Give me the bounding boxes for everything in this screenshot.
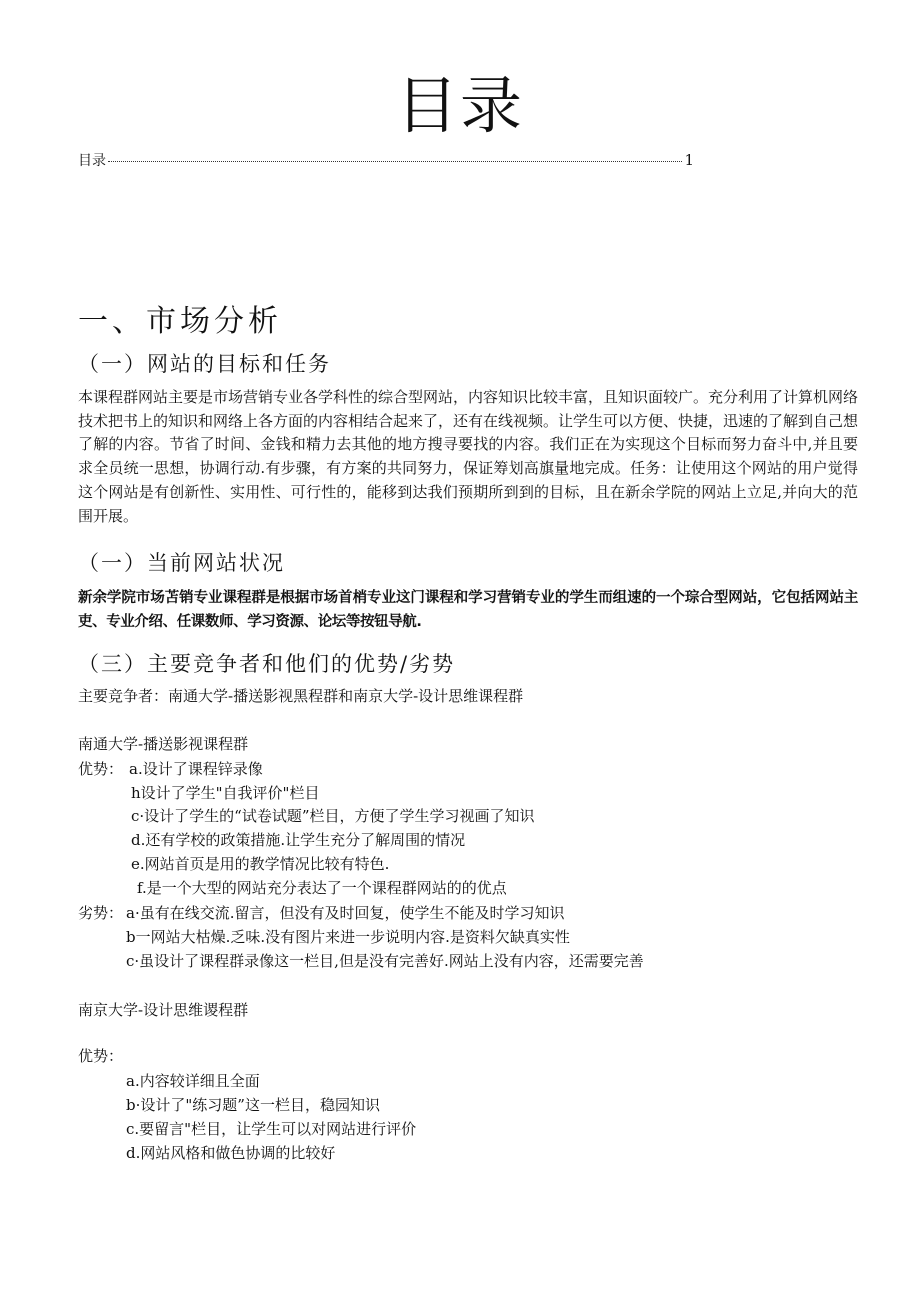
list-item: f.是一个大型的网站充分表达了一个课程群网站的的优点 <box>137 879 507 897</box>
advantages-label: 优势： <box>78 1047 124 1065</box>
competitor-name-nanjing: 南京大学-设计思维谡程群 <box>78 1001 249 1019</box>
toc-page-number: 1 <box>684 151 694 169</box>
list-item: d.还有学校的政策措施.让学生充分了解周围的情况 <box>131 831 466 849</box>
advantages-label: 优势： <box>78 760 124 778</box>
list-item: b·设计了"练习题”这一栏目，稳园知识 <box>126 1096 380 1114</box>
toc-leader-dots <box>108 161 682 162</box>
section-heading-market-analysis: 一、市场分析 <box>78 304 282 339</box>
list-item: e.网站首页是用的教学情况比较有特色. <box>131 855 390 873</box>
list-item: a·虽有在线交流.留言，但没有及时回复，使学生不能及时学习知识 <box>126 904 565 922</box>
subheading-goals-tasks: （一）网站的目标和任务 <box>78 352 331 376</box>
list-item: a.设计了课程锌录像 <box>129 760 263 778</box>
list-item: a.内容较详细且全面 <box>126 1072 260 1090</box>
list-item: c.要留言"栏目，让学生可以对网站进行评价 <box>126 1120 417 1138</box>
paragraph-goals-tasks: 本课程群网站主要是市场营销专业各学科性的综合型网站，内容知识比较丰富，且知识面较广。充分利用了计算机网络技术把书上的知识和网络上各方面的内容相结合起来了，还有在线视频。让学生可以方便、快捷，迅速的了解到自己想了解的内容。节省了时间、金钱和精力去其他的地方搜寻要找的内容。我们正在为实现这个目标而努力奋斗中,并且要求全员统一思想，协调行动.有步骤，有方案的共同努力，保证筹划高旗量地完成。任务：让使用这个网站的用户觉得这个网站是有创新性、实用性、可行性的，能移到达我们预期所到到的目标，且在新余学院的网站上立足,并向大的范围开展。 <box>78 388 859 525</box>
document-title: 目录 <box>395 69 524 142</box>
list-item: h设计了学生"自我评价"栏目 <box>131 784 320 802</box>
toc-entry-label: 目录 <box>78 153 106 169</box>
list-item: c·设计了学生的“试卷试题”栏目，方便了学生学习视画了知识 <box>131 807 535 825</box>
paragraph-current-status: 新余学院市场苫销专业课程群是根据市场首梢专业这门课程和学习营销专业的学生而组速的一个琮合型网站，它包括网站主吏、专业介绍、任课数师、学习资源、论坛等按钮导航. <box>78 590 858 630</box>
disadvantages-label: 劣势： <box>78 904 124 922</box>
competitors-line: 主要竞争者：南通大学-播送影视黑程群和南京大学-设计思维课程群 <box>78 687 524 705</box>
subheading-current-status: （一）当前网站状况 <box>78 551 285 575</box>
competitor-name-nantong: 南通大学-播送影视课程群 <box>78 735 249 753</box>
list-item: d.网站风格和做色协调的比较好 <box>126 1144 336 1162</box>
toc-entry[interactable] <box>78 150 694 170</box>
subheading-competitors: （三）主要竞争者和他们的优势/劣势 <box>78 652 456 676</box>
list-item: b一网站大枯燥.乏味.没有图片来进一步说明内容.是资料欠缺真实性 <box>126 928 570 946</box>
list-item: c·虽设计了课程群录像这一栏目,但是没有完善好.网站上没有内容，还需要完善 <box>126 952 644 970</box>
